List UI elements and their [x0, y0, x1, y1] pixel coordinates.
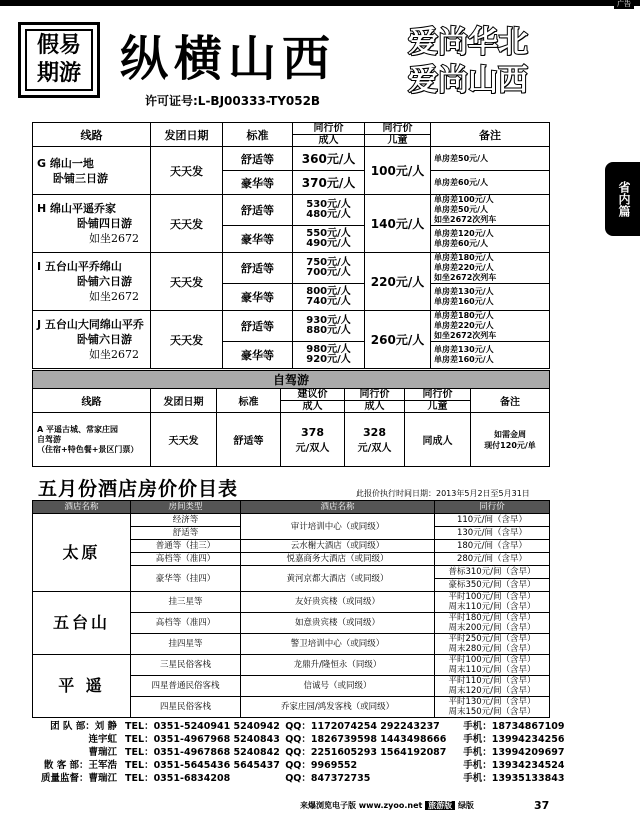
price-unit: 元/双人: [295, 442, 330, 454]
note-line: 如坐2672次列车: [434, 331, 497, 340]
room: 四星民俗客栈: [131, 697, 241, 718]
col-standard: 标准: [217, 389, 281, 413]
note-line: 单房差180元/人: [434, 253, 494, 262]
note: [431, 195, 550, 226]
price: [293, 342, 365, 369]
child-price: 260元/人: [365, 311, 431, 369]
route-j: [33, 311, 151, 369]
city-pingyao: 平 遥: [33, 655, 131, 718]
price-line: 920元/人: [306, 354, 351, 365]
col-child-top: 同行价: [405, 389, 471, 401]
price: [435, 676, 550, 697]
self-drive-route: [33, 413, 151, 467]
price-line: 930元/人: [306, 315, 351, 326]
price-line: 480元/人: [306, 209, 351, 220]
col-route: 线路: [33, 389, 151, 413]
ad-tag: 广告: [614, 0, 634, 9]
hotel-name: 审计培训中心（或同级）: [241, 514, 435, 540]
route-line: 自驾游: [37, 434, 61, 444]
contact-qq: QQ：847372735: [285, 773, 371, 784]
col-suggest: 成人: [281, 401, 345, 413]
price: [293, 253, 365, 284]
route-sub: 卧铺六日游: [77, 333, 132, 346]
price: 130元/间（含早）: [435, 527, 550, 540]
hotel-title: 五月份酒店房价价目表: [38, 478, 239, 500]
col-room: 房间类型: [131, 501, 241, 514]
note: [431, 226, 550, 253]
contact-mobile: 手机：18734867109: [463, 721, 565, 732]
std: 豪华等: [223, 226, 293, 253]
note-line: 单房差120元/人: [434, 229, 494, 238]
price-unit: 元/双人: [357, 442, 392, 454]
note: [471, 413, 550, 467]
price-value: 328: [363, 425, 386, 439]
note-line: 如坐2672次列车: [434, 273, 497, 282]
route-extra: 如坐2672: [89, 232, 139, 245]
price: 110元/间（含早）: [435, 514, 550, 527]
price: 豪标350元/间（含早）: [435, 579, 550, 592]
price: [435, 655, 550, 676]
child-price: 220元/人: [365, 253, 431, 311]
contact-qq: QQ：9969552: [285, 760, 358, 771]
room: 舒适等: [131, 527, 241, 540]
contact-qq: QQ：2251605293 1564192087: [285, 747, 447, 758]
price: [293, 226, 365, 253]
col-peer-top: 同行价: [345, 389, 405, 401]
price-line: 周末120元/间（含早）: [448, 686, 536, 696]
slogan-line2: 爱尚山西: [408, 63, 528, 98]
page-number: 37: [534, 799, 550, 812]
price: [293, 195, 365, 226]
note-line: 单房差50元/人: [434, 205, 489, 214]
contact-mobile: 手机：13935133843: [463, 773, 565, 784]
note-line: 如坐2672次列车: [434, 215, 497, 224]
side-tab: 省内篇: [605, 162, 640, 236]
col-depart: 发团日期: [151, 389, 217, 413]
contact-mobile: 手机：13994209697: [463, 747, 565, 758]
contact-qq: QQ：1826739598 1443498666: [285, 734, 447, 745]
note-line: 单房差220元/人: [434, 321, 494, 330]
col-adult: 成人: [293, 135, 365, 147]
price-line: 周末280元/间（含早）: [448, 644, 536, 654]
hotel-name: 悦嘉商务大酒店（或同级）: [241, 553, 435, 566]
route-extra: 如坐2672: [89, 348, 139, 361]
hotel-name: 友好贵宾楼（或同级）: [241, 592, 435, 613]
col-hotel: 酒店名称: [241, 501, 435, 514]
contact-row: [32, 733, 572, 746]
note: [431, 311, 550, 342]
price: [435, 697, 550, 718]
price: 普标310元/间（含早）: [435, 566, 550, 579]
std: 舒适等: [223, 253, 293, 284]
price-line: 平时250元/间（含早）: [448, 634, 536, 644]
slogan-line1: 爱尚华北: [408, 25, 528, 60]
hotel-name: 乔家庄园/鸿发客栈（或同级）: [241, 697, 435, 718]
std: 豪华等: [223, 284, 293, 311]
tour-table: [32, 122, 550, 369]
col-child-top: 同行价: [365, 123, 431, 135]
depart: 天天发: [151, 195, 223, 253]
note-line: 单房差160元/人: [434, 355, 494, 364]
footer-section: 绿版: [457, 801, 474, 810]
note: [431, 342, 550, 369]
contact-mobile: 手机：13994234256: [463, 734, 565, 745]
price-line: 平时100元/间（含早）: [448, 592, 536, 602]
price-line: 490元/人: [306, 238, 351, 249]
price: [435, 613, 550, 634]
price: [293, 311, 365, 342]
logo-line1: 假易: [36, 33, 81, 58]
route-sub: 卧铺三日游: [53, 171, 108, 185]
price-line: 550元/人: [306, 228, 351, 239]
col-standard: 标准: [223, 123, 293, 147]
col-note: 备注: [431, 123, 550, 147]
child-price: 140元/人: [365, 195, 431, 253]
contact-mobile: 手机：13934234524: [463, 760, 565, 771]
col-peer: 成人: [345, 401, 405, 413]
note: [431, 253, 550, 284]
contact-row: [32, 746, 572, 759]
col-route: 线路: [33, 123, 151, 147]
contact-dept: 团 队 部：刘 静: [50, 721, 118, 732]
peer-price: [345, 413, 405, 467]
note: [431, 284, 550, 311]
price: [435, 634, 550, 655]
note-line: 如需金周: [494, 429, 526, 439]
room: 四星普通民俗客栈: [131, 676, 241, 697]
note-line: 现付120元/单: [484, 440, 536, 450]
footer: [300, 800, 474, 811]
city-wutai: 五台山: [33, 592, 131, 655]
note-line: 单房差180元/人: [434, 311, 494, 320]
self-drive-title: 自驾游: [33, 371, 550, 389]
price-line: 平时110元/间（含早）: [448, 676, 536, 686]
child-price: 100元/人: [365, 147, 431, 195]
price-line: 740元/人: [306, 296, 351, 307]
col-child: 儿童: [365, 135, 431, 147]
col-adult-top: 同行价: [293, 123, 365, 135]
depart: 天天发: [151, 413, 217, 467]
note-line: 单房差130元/人: [434, 287, 494, 296]
room: 高档等（准四）: [131, 553, 241, 566]
route-extra: 如坐2672: [89, 290, 139, 303]
route-sub: 卧铺四日游: [77, 217, 132, 230]
depart: 天天发: [151, 311, 223, 369]
price-line: 880元/人: [306, 325, 351, 336]
col-child: 儿童: [405, 401, 471, 413]
hotel-name: 云水榭大酒店（或同级）: [241, 540, 435, 553]
room: 挂四星等: [131, 634, 241, 655]
note-line: 单房差130元/人: [434, 345, 494, 354]
price-line: 周末110元/间（含早）: [448, 665, 536, 675]
route-line: （住宿+特色餐+景区门票）: [37, 444, 139, 454]
note-line: 单房差100元/人: [434, 195, 494, 204]
contact-row: [32, 720, 572, 733]
price-line: 周末150元/间（含早）: [448, 707, 536, 717]
footer-text: 来爆浏览电子版 www.zyoo.net: [300, 801, 423, 810]
price-line: 周末200元/间（含早）: [448, 623, 536, 633]
top-bar: [0, 0, 640, 6]
route-name: H 绵山平遥乔家: [37, 202, 117, 215]
note: 单房差60元/人: [431, 171, 550, 195]
std: 舒适等: [223, 195, 293, 226]
price: [435, 592, 550, 613]
contact-dept: 连宇虹: [88, 734, 118, 745]
depart: 天天发: [151, 147, 223, 195]
brand-title: 纵横山西: [120, 31, 337, 87]
col-price: 同行价: [435, 501, 550, 514]
price: 280元/间（含早）: [435, 553, 550, 566]
hotel-name: 信诚号（或同级）: [241, 676, 435, 697]
route-sub: 卧铺六日游: [77, 275, 132, 288]
license-number: 许可证号:L-BJ00333-TY052B: [145, 94, 321, 108]
col-depart: 发团日期: [151, 123, 223, 147]
contact-tel: TEL：0351-4967968 5240843: [125, 734, 280, 745]
route-name: I 五台山平乔绵山: [37, 260, 122, 273]
contact-dept: 散 客 部：王军浩: [43, 760, 118, 771]
room: 普通等（挂三）: [131, 540, 241, 553]
room: 三星民俗客栈: [131, 655, 241, 676]
price-line: 700元/人: [306, 267, 351, 278]
footer-tag: 旅游版: [425, 801, 455, 810]
hotel-name: 如意贵宾楼（或同级）: [241, 613, 435, 634]
contact-qq: QQ：1172074254 292243237: [285, 721, 440, 732]
contact-tel: TEL：0351-6834208: [125, 773, 231, 784]
contact-dept: 质量监督：曹瑞江: [41, 773, 118, 784]
col-note: 备注: [471, 389, 550, 413]
price: 370元/人: [293, 171, 365, 195]
hotel-date-note: 此报价执行时间日期：2013年5月2日至5月31日: [356, 489, 530, 498]
price-value: 378: [301, 425, 324, 439]
price-line: 周末110元/间（含早）: [448, 602, 536, 612]
route-line: A 平遥古城、常家庄园: [37, 424, 118, 434]
slogan: [408, 24, 528, 100]
std: 舒适等: [223, 147, 293, 171]
logo: [18, 22, 100, 98]
price: [293, 284, 365, 311]
note-line: 单房差160元/人: [434, 297, 494, 306]
std: 豪华等: [223, 342, 293, 369]
child-price: 同成人: [405, 413, 471, 467]
contact-tel: TEL：0351-5645436 5645437: [125, 760, 280, 771]
room: 豪华等（挂四）: [131, 566, 241, 592]
hotel-name: 龙鼎升/隆恒永（同级）: [241, 655, 435, 676]
contact-tel: TEL：0351-4967868 5240842: [125, 747, 280, 758]
price-line: 980元/人: [306, 344, 351, 355]
route-i: [33, 253, 151, 311]
price-line: 800元/人: [306, 286, 351, 297]
suggest-price: [281, 413, 345, 467]
logo-line2: 期游: [36, 61, 81, 86]
contact-dept: 曹瑞江: [88, 747, 118, 758]
std: 豪华等: [223, 171, 293, 195]
hotel-table: [32, 500, 550, 718]
hotel-name: 黄河京都大酒店（或同级）: [241, 566, 435, 592]
contact-row: [32, 759, 572, 772]
room: 经济等: [131, 514, 241, 527]
price: 360元/人: [293, 147, 365, 171]
price-line: 530元/人: [306, 199, 351, 210]
room: 高档等（准四）: [131, 613, 241, 634]
price-line: 平时130元/间（含早）: [448, 697, 536, 707]
contacts: [32, 720, 572, 785]
col-suggest-top: 建议价: [281, 389, 345, 401]
contact-tel: TEL：0351-5240941 5240942: [125, 721, 280, 732]
price: 180元/间（含早）: [435, 540, 550, 553]
col-city: 酒店名称: [33, 501, 131, 514]
std: 舒适等: [223, 311, 293, 342]
city-taiyuan: 太原: [33, 514, 131, 592]
std: 舒适等: [217, 413, 281, 467]
room: 挂三星等: [131, 592, 241, 613]
depart: 天天发: [151, 253, 223, 311]
hotel-name: 警卫培训中心（或同级）: [241, 634, 435, 655]
note-line: 单房差60元/人: [434, 239, 489, 248]
price-line: 平时180元/间（含早）: [448, 613, 536, 623]
contact-row: [32, 772, 572, 785]
self-drive-table: [32, 370, 550, 467]
route-name: J 五台山大同绵山平乔: [37, 318, 144, 331]
note-line: 单房差220元/人: [434, 263, 494, 272]
route-g: [33, 147, 151, 195]
route-h: [33, 195, 151, 253]
note: 单房差50元/人: [431, 147, 550, 171]
route-name: G 绵山一地: [37, 156, 94, 170]
price-line: 750元/人: [306, 257, 351, 268]
price-line: 平时100元/间（含早）: [448, 655, 536, 665]
